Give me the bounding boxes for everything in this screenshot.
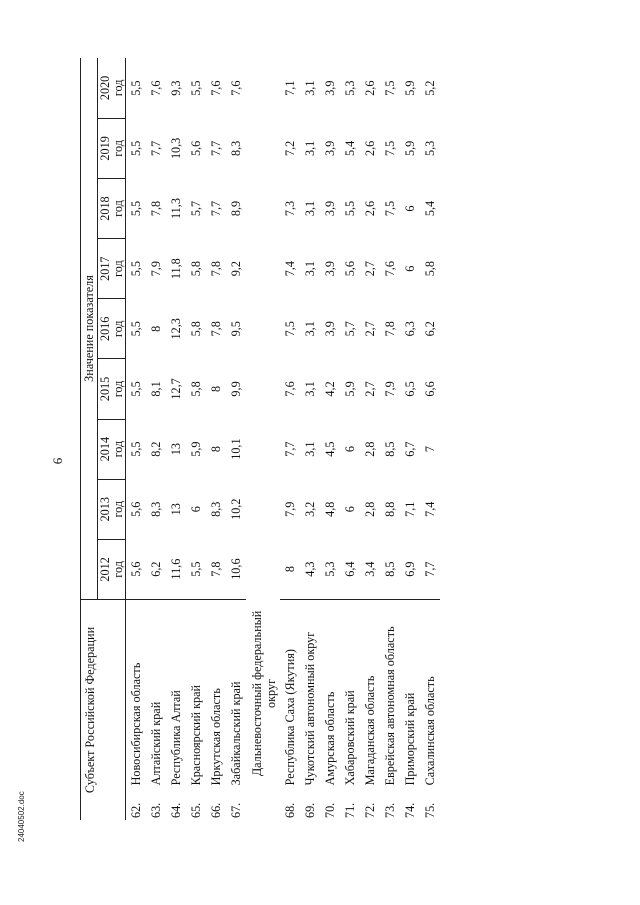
row-value: 9,9 bbox=[228, 381, 243, 397]
row-value: 5,4 bbox=[423, 200, 438, 217]
row-value: 9,5 bbox=[228, 321, 243, 337]
row-value: 8 bbox=[208, 446, 223, 453]
row-subject-name: Амурская область bbox=[320, 599, 340, 787]
row-subject-name: Республика Саха (Якутия) bbox=[280, 599, 300, 787]
header-indicator-value: Значение показателя bbox=[81, 58, 98, 599]
row-value: 5,7 bbox=[343, 321, 357, 337]
row-value: 11,6 bbox=[168, 558, 183, 580]
row-value: 7,1 bbox=[403, 501, 418, 517]
row-subject-name: Хабаровский край bbox=[340, 599, 360, 787]
row-value: 5,3 bbox=[322, 561, 337, 577]
header-year-2012 bbox=[98, 539, 126, 599]
row-value: 6 bbox=[403, 265, 418, 272]
row-value: 7,6 bbox=[228, 80, 243, 96]
header-subject: Субъект Российской Федерации bbox=[81, 599, 126, 820]
row-value: 3,9 bbox=[322, 261, 337, 277]
header-year-2013 bbox=[98, 479, 126, 539]
row-value: 5,9 bbox=[403, 140, 418, 156]
table-row bbox=[360, 58, 380, 820]
row-value: 8,1 bbox=[148, 381, 163, 397]
row-value: 7,6 bbox=[208, 80, 223, 96]
row-value: 7,7 bbox=[148, 140, 163, 156]
row-value: 8,8 bbox=[383, 501, 398, 517]
row-value: 3,1 bbox=[302, 80, 317, 96]
row-value: 8 bbox=[148, 325, 163, 332]
section-empty-cell bbox=[246, 178, 280, 238]
table-row bbox=[186, 58, 206, 820]
row-value: 5,9 bbox=[188, 441, 203, 457]
table-row bbox=[125, 58, 146, 820]
row-value: 3,1 bbox=[302, 261, 317, 277]
header-year-2016 bbox=[98, 299, 126, 359]
row-value: 5,6 bbox=[343, 261, 357, 277]
row-value: 8,3 bbox=[148, 501, 163, 517]
row-number: 71. bbox=[343, 802, 357, 818]
section-label-far-east: Дальневосточный федеральный округ bbox=[249, 610, 278, 777]
row-value: 8,3 bbox=[228, 140, 243, 156]
row-value: 6 bbox=[343, 446, 357, 453]
row-value: 6,3 bbox=[403, 321, 418, 337]
table-row bbox=[206, 58, 226, 820]
row-value: 5,5 bbox=[128, 441, 143, 457]
section-spacer bbox=[246, 787, 280, 820]
row-value: 7,5 bbox=[282, 321, 297, 337]
row-value: 6 bbox=[403, 205, 418, 212]
row-value: 8,3 bbox=[208, 501, 223, 517]
row-value: 13 bbox=[168, 443, 183, 456]
row-value: 5,5 bbox=[188, 80, 203, 96]
row-subject-name: Магаданская область bbox=[360, 599, 380, 787]
row-value: 5,8 bbox=[188, 261, 203, 277]
row-subject-name: Алтайский край bbox=[146, 599, 166, 787]
row-value: 7,1 bbox=[282, 80, 297, 96]
row-value: 7,3 bbox=[282, 200, 297, 217]
row-value: 5,7 bbox=[188, 200, 203, 217]
row-value: 7,8 bbox=[148, 200, 163, 217]
table-row bbox=[320, 58, 340, 820]
row-value: 5,8 bbox=[423, 261, 438, 277]
row-value: 11,3 bbox=[168, 198, 183, 219]
row-value: 6,9 bbox=[403, 561, 418, 577]
header-year-number: 2017 bbox=[98, 256, 113, 281]
header-year-unit: год bbox=[110, 561, 125, 578]
row-value: 3,2 bbox=[302, 501, 317, 517]
footer-document-code: 24040502.doc bbox=[17, 791, 26, 842]
row-value: 7,9 bbox=[383, 381, 398, 397]
row-value: 3,1 bbox=[302, 140, 317, 156]
header-year-unit: год bbox=[110, 320, 125, 338]
header-year-number: 2014 bbox=[98, 436, 113, 462]
row-value: 8 bbox=[208, 385, 223, 392]
row-value: 5,3 bbox=[343, 80, 357, 96]
table-row bbox=[226, 58, 246, 820]
row-value: 7,6 bbox=[148, 80, 163, 96]
row-value: 5,6 bbox=[128, 501, 143, 517]
row-value: 3,9 bbox=[322, 200, 337, 217]
row-value: 7,5 bbox=[383, 200, 398, 217]
row-number: 62. bbox=[128, 802, 143, 818]
row-value: 5,5 bbox=[128, 261, 143, 277]
row-value: 5,5 bbox=[128, 200, 143, 217]
row-value: 7,2 bbox=[282, 140, 297, 156]
header-year-number: 2015 bbox=[98, 376, 113, 402]
row-value: 7,4 bbox=[423, 501, 438, 517]
row-value: 4,2 bbox=[322, 381, 337, 397]
row-value: 6,5 bbox=[403, 381, 418, 397]
row-value: 5,8 bbox=[188, 381, 203, 397]
table-row bbox=[420, 58, 440, 820]
rotated-table-container bbox=[80, 58, 606, 820]
section-empty-cell bbox=[246, 58, 280, 118]
row-value: 8,2 bbox=[148, 441, 163, 457]
row-value: 5,5 bbox=[343, 200, 357, 217]
header-year-number: 2016 bbox=[98, 316, 113, 341]
row-value: 11,8 bbox=[168, 258, 183, 280]
row-value: 5,2 bbox=[423, 80, 438, 96]
row-number: 63. bbox=[148, 802, 163, 818]
table-row bbox=[166, 58, 186, 820]
row-value: 4,3 bbox=[302, 561, 317, 577]
section-empty-cell bbox=[246, 359, 280, 419]
row-value: 12,7 bbox=[168, 378, 183, 400]
row-subject-name: Забайкальский край bbox=[226, 599, 246, 787]
header-year-2014 bbox=[98, 419, 126, 479]
section-empty-cell bbox=[246, 299, 280, 359]
header-year-number: 2013 bbox=[98, 497, 113, 522]
row-value: 3,1 bbox=[302, 441, 317, 457]
header-year-unit: год bbox=[110, 200, 125, 217]
row-value: 3,1 bbox=[302, 321, 317, 337]
row-subject-name: Сахалинская область bbox=[420, 599, 440, 787]
row-value: 7,7 bbox=[423, 561, 438, 577]
row-number: 65. bbox=[188, 802, 203, 818]
row-value: 5,3 bbox=[423, 140, 438, 156]
row-value: 3,9 bbox=[322, 80, 337, 96]
row-value: 8,9 bbox=[228, 200, 243, 217]
row-value: 13 bbox=[168, 503, 183, 516]
row-value: 5,6 bbox=[188, 140, 203, 156]
row-value: 6,2 bbox=[148, 561, 163, 577]
row-value: 2,8 bbox=[363, 501, 378, 517]
row-value: 7,8 bbox=[208, 561, 223, 577]
row-value: 7,8 bbox=[208, 261, 223, 277]
row-value: 3,1 bbox=[302, 200, 317, 217]
row-value: 5,5 bbox=[128, 80, 143, 96]
row-value: 7,7 bbox=[208, 200, 223, 217]
row-value: 7,6 bbox=[282, 381, 297, 397]
row-number: 75. bbox=[423, 802, 438, 818]
row-number: 70. bbox=[322, 802, 337, 818]
row-value: 3,1 bbox=[302, 381, 317, 397]
row-number: 74. bbox=[403, 802, 418, 818]
section-empty-cell bbox=[246, 479, 280, 539]
row-value: 3,4 bbox=[363, 561, 378, 577]
row-value: 5,5 bbox=[128, 321, 143, 337]
row-value: 7,4 bbox=[282, 261, 297, 277]
header-year-unit: год bbox=[110, 500, 125, 518]
section-empty-cell bbox=[246, 419, 280, 479]
header-year-2019 bbox=[98, 118, 126, 178]
row-subject-name: Чукотский автономный округ bbox=[300, 599, 320, 787]
indicator-table bbox=[80, 58, 440, 820]
header-year-number: 2012 bbox=[98, 557, 113, 582]
row-value: 12,3 bbox=[168, 318, 183, 340]
row-number: 72. bbox=[363, 802, 378, 818]
row-value: 8,5 bbox=[383, 441, 398, 457]
row-value: 2,6 bbox=[363, 140, 378, 156]
row-value: 6 bbox=[343, 506, 357, 513]
row-value: 7,9 bbox=[282, 501, 297, 517]
table-row bbox=[300, 58, 320, 820]
row-value: 5,5 bbox=[128, 140, 143, 156]
row-value: 6,2 bbox=[423, 321, 438, 337]
row-value: 5,9 bbox=[343, 381, 357, 397]
row-value: 7,7 bbox=[208, 140, 223, 156]
row-value: 9,2 bbox=[228, 261, 243, 277]
row-value: 5,8 bbox=[188, 321, 203, 337]
header-year-unit: год bbox=[110, 440, 125, 458]
row-value: 4,5 bbox=[322, 441, 337, 457]
row-value: 3,9 bbox=[322, 321, 337, 337]
row-number: 66. bbox=[208, 802, 223, 818]
table-row bbox=[280, 58, 300, 820]
table-row bbox=[340, 58, 360, 820]
header-year-number: 2018 bbox=[98, 196, 113, 221]
row-number: 64. bbox=[168, 802, 183, 818]
table-body bbox=[125, 58, 440, 820]
row-value: 6 bbox=[188, 506, 203, 513]
row-value: 7,6 bbox=[383, 261, 398, 277]
row-value: 2,8 bbox=[363, 441, 378, 457]
row-value: 2,6 bbox=[363, 200, 378, 217]
row-value: 7,9 bbox=[148, 261, 163, 277]
row-number: 73. bbox=[383, 802, 398, 818]
row-subject-name: Иркутская область bbox=[206, 599, 226, 787]
section-empty-cell bbox=[246, 118, 280, 178]
row-subject-name: Новосибирская область bbox=[125, 599, 146, 787]
row-value: 6,6 bbox=[423, 381, 438, 397]
row-value: 7,5 bbox=[383, 80, 398, 96]
header-year-2017 bbox=[98, 239, 126, 299]
section-empty-cell bbox=[246, 239, 280, 299]
row-value: 10,2 bbox=[228, 498, 243, 520]
row-number: 69. bbox=[302, 802, 317, 818]
row-value: 2,7 bbox=[363, 261, 378, 277]
table-row bbox=[400, 58, 420, 820]
row-value: 9,3 bbox=[168, 80, 183, 96]
row-number: 67. bbox=[228, 802, 243, 818]
row-value: 7,5 bbox=[383, 140, 398, 156]
row-value: 7,8 bbox=[383, 321, 398, 337]
row-value: 10,1 bbox=[228, 438, 243, 460]
header-year-unit: год bbox=[110, 380, 125, 398]
page-number: 6 bbox=[50, 457, 65, 465]
row-subject-name: Приморский край bbox=[400, 599, 420, 787]
row-value: 6,7 bbox=[403, 441, 418, 457]
row-subject-name: Еврейская автономная область bbox=[380, 599, 400, 787]
row-value: 3,9 bbox=[322, 140, 337, 156]
header-year-2015 bbox=[98, 359, 126, 419]
row-number: 68. bbox=[282, 802, 297, 818]
row-value: 10,6 bbox=[228, 558, 243, 580]
row-value: 7,8 bbox=[208, 321, 223, 337]
row-value: 5,9 bbox=[403, 80, 418, 96]
header-year-number: 2019 bbox=[98, 136, 113, 161]
row-value: 5,5 bbox=[128, 381, 143, 397]
row-subject-name: Красноярский край bbox=[186, 599, 206, 787]
header-year-unit: год bbox=[110, 140, 125, 157]
header-year-unit: год bbox=[110, 260, 125, 277]
row-value: 2,7 bbox=[363, 381, 378, 397]
header-year-2018 bbox=[98, 178, 126, 238]
row-value: 6,4 bbox=[343, 561, 357, 577]
section-row bbox=[246, 58, 280, 820]
header-year-number: 2020 bbox=[98, 75, 113, 101]
row-value: 5,5 bbox=[188, 561, 203, 577]
row-value: 5,6 bbox=[128, 561, 143, 577]
row-value: 7 bbox=[423, 446, 438, 453]
row-value: 2,7 bbox=[363, 321, 378, 337]
table-row bbox=[146, 58, 166, 820]
header-year-unit: год bbox=[110, 79, 125, 97]
row-subject-name: Республика Алтай bbox=[166, 599, 186, 787]
row-value: 7,7 bbox=[282, 441, 297, 457]
row-value: 4,8 bbox=[322, 501, 337, 517]
row-value: 2,6 bbox=[363, 80, 378, 96]
section-empty-cell bbox=[246, 539, 280, 599]
row-value: 8 bbox=[282, 566, 297, 573]
table-row bbox=[380, 58, 400, 820]
row-value: 5,4 bbox=[343, 140, 357, 156]
row-value: 10,3 bbox=[168, 137, 183, 160]
header-year-2020 bbox=[98, 58, 126, 118]
row-value: 8,5 bbox=[383, 561, 398, 577]
